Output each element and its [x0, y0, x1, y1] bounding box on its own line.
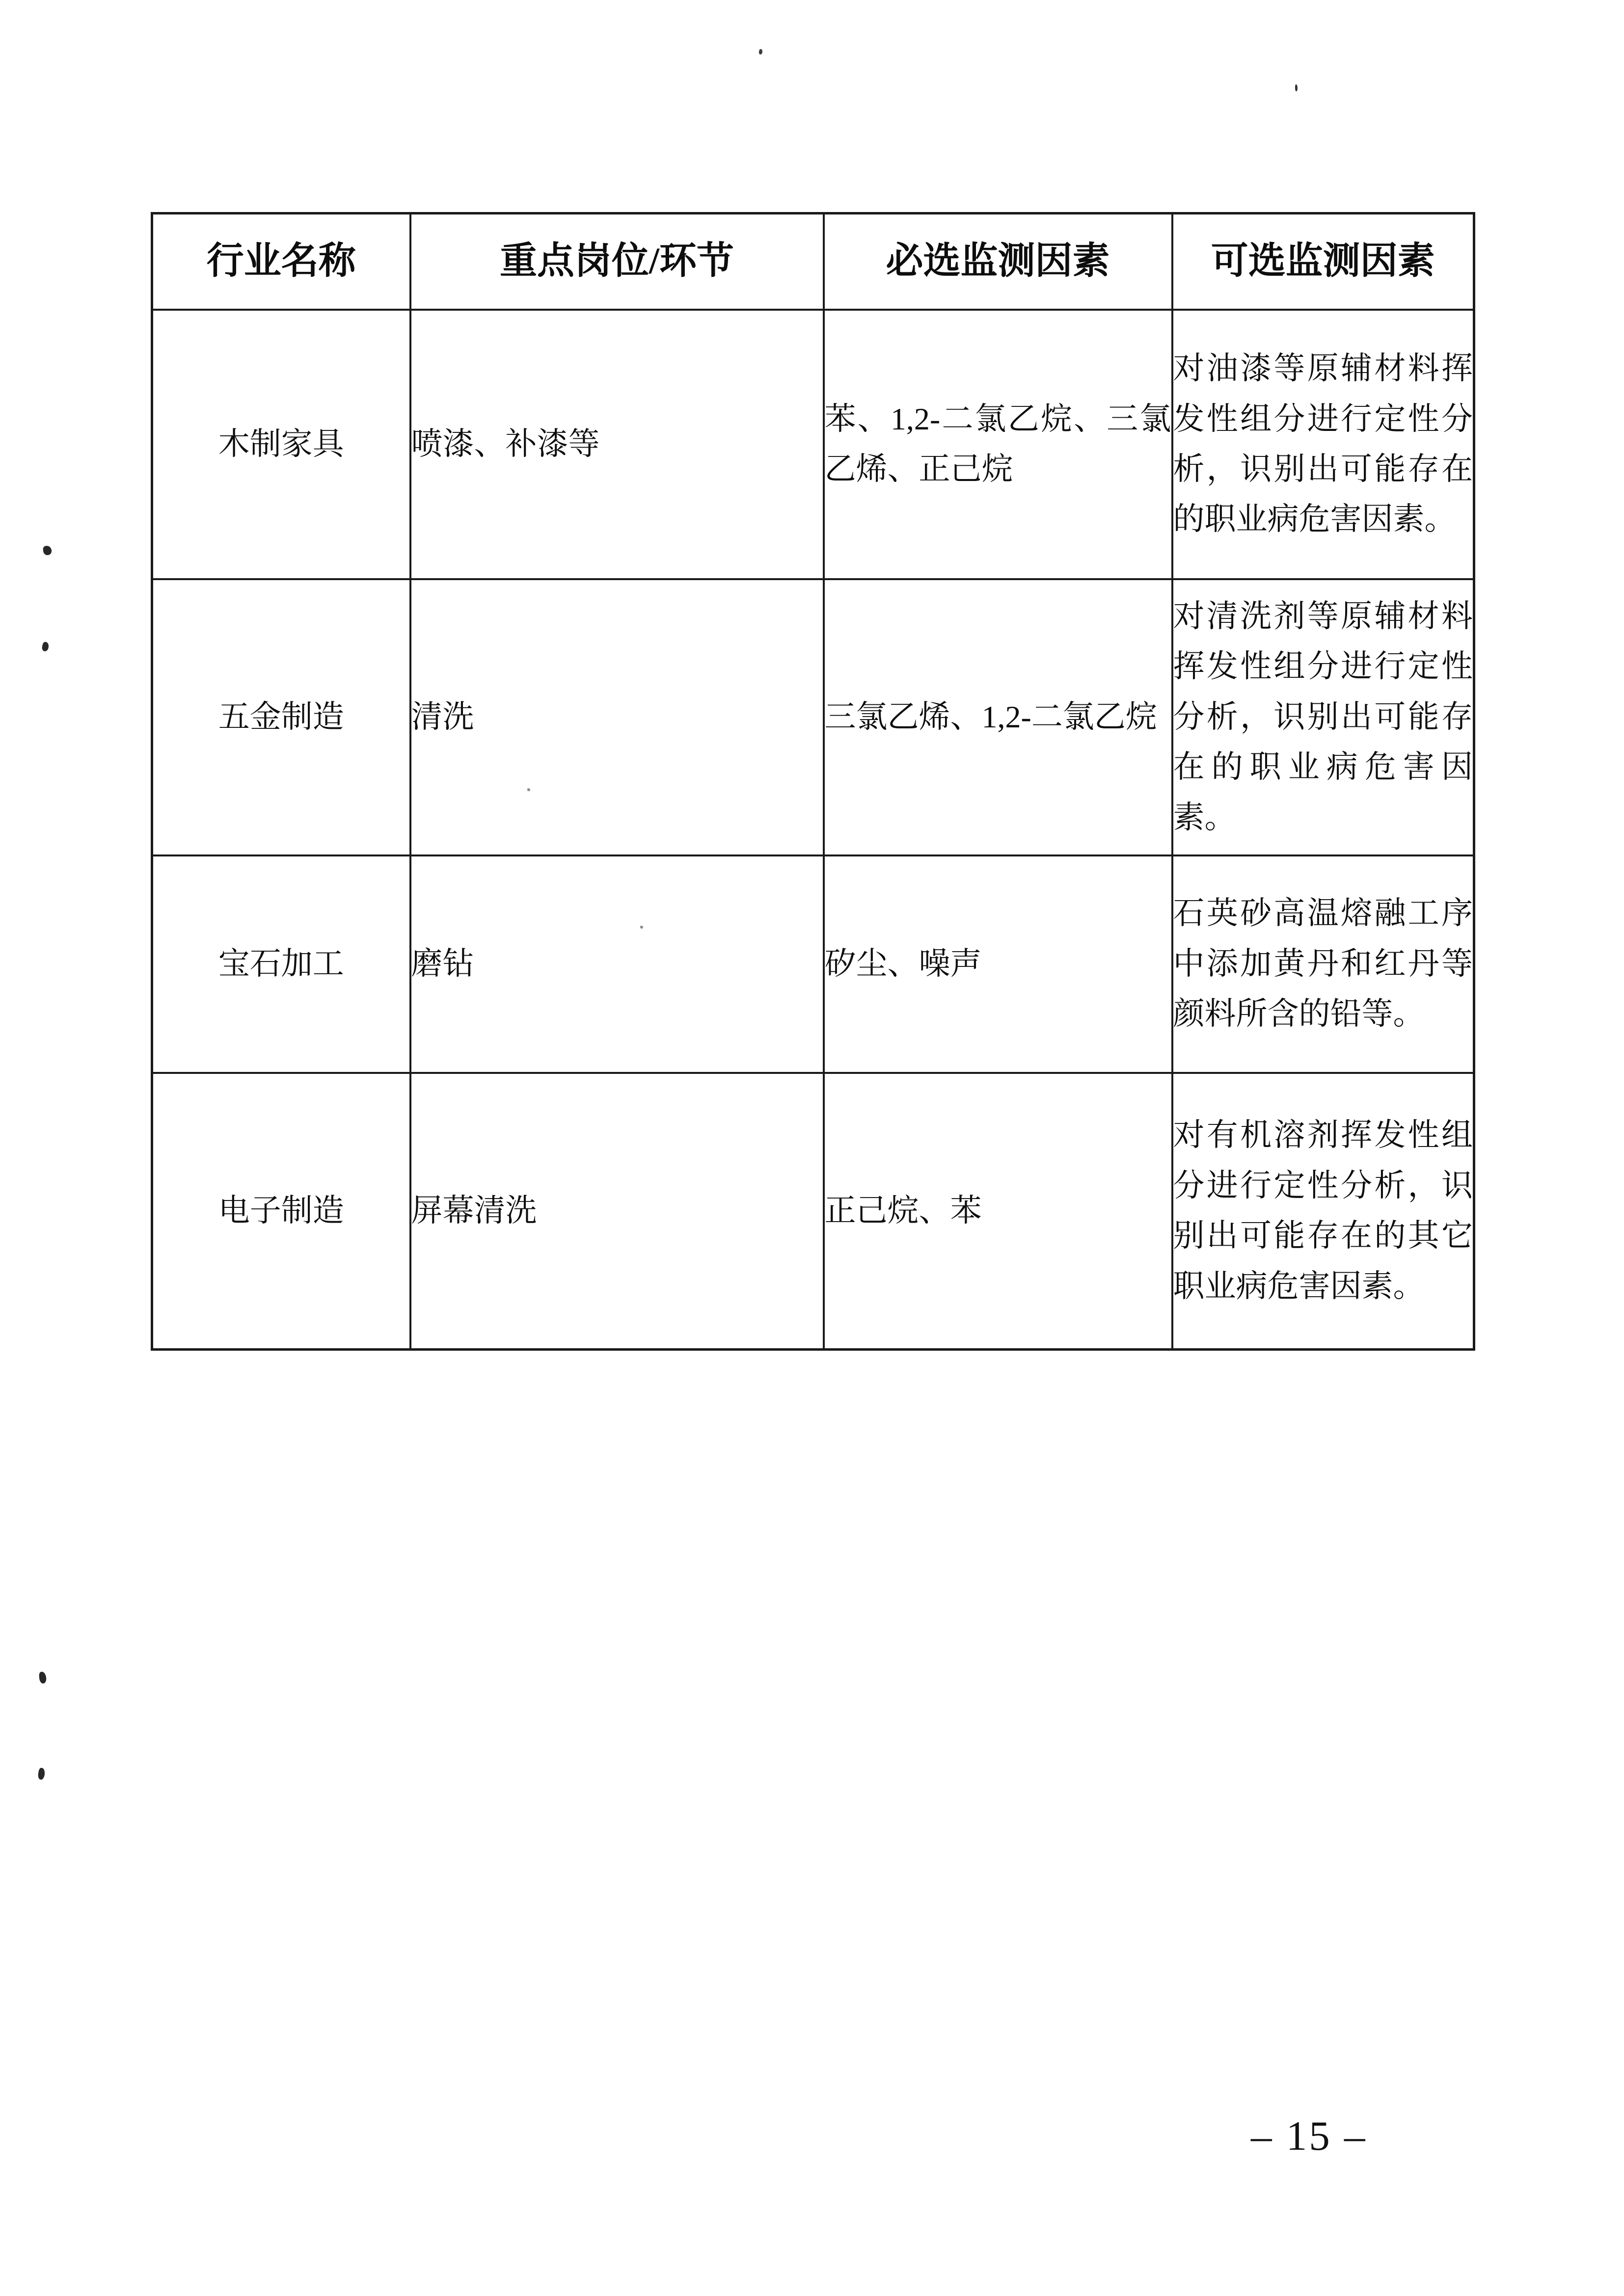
column-header-optional-factors: 可选监测因素	[1172, 214, 1474, 310]
column-header-industry: 行业名称	[152, 214, 410, 310]
table-header-row	[152, 214, 1474, 310]
industry-cell: 木制家具	[152, 310, 410, 579]
ink-speck	[43, 545, 52, 556]
ink-speck	[758, 49, 763, 54]
optional-factors-cell: 石英砂高温熔融工序中添加黄丹和红丹等颜料所含的铅等。	[1172, 855, 1474, 1073]
industry-cell: 电子制造	[152, 1073, 410, 1350]
column-header-required-factors: 必选监测因素	[824, 214, 1172, 310]
required-factors-cell: 正己烷、苯	[824, 1073, 1172, 1350]
ink-speck	[527, 788, 530, 791]
ink-speck	[41, 641, 50, 652]
required-factors-cell: 矽尘、噪声	[824, 855, 1172, 1073]
positions-cell: 喷漆、补漆等	[410, 310, 824, 579]
optional-factors-cell: 对油漆等原辅材料挥发性组分进行定性分析，识别出可能存在的职业病危害因素。	[1172, 310, 1474, 579]
required-factors-cell: 苯、1,2-二氯乙烷、三氯乙烯、正己烷	[824, 310, 1172, 579]
ink-speck	[1295, 84, 1298, 91]
ink-speck	[640, 926, 643, 929]
industry-cell: 五金制造	[152, 579, 410, 855]
positions-cell: 清洗	[410, 579, 824, 855]
monitoring-factors-table	[151, 212, 1475, 1351]
optional-factors-cell: 对清洗剂等原辅材料挥发性组分进行定性分析，识别出可能存在的职业病危害因素。	[1172, 579, 1474, 855]
required-factors-cell: 三氯乙烯、1,2-二氯乙烷	[824, 579, 1172, 855]
table-row	[152, 1073, 1474, 1350]
column-header-positions: 重点岗位/环节	[410, 214, 824, 310]
table-row	[152, 310, 1474, 579]
optional-factors-cell: 对有机溶剂挥发性组分进行定性分析，识别出可能存在的其它职业病危害因素。	[1172, 1073, 1474, 1350]
ink-speck	[39, 1671, 47, 1683]
industry-cell: 宝石加工	[152, 855, 410, 1073]
page-number: – 15 –	[1251, 2113, 1367, 2159]
positions-cell: 磨钻	[410, 855, 824, 1073]
ink-speck	[37, 1767, 45, 1780]
positions-cell: 屏幕清洗	[410, 1073, 824, 1350]
table-row	[152, 579, 1474, 855]
table-row	[152, 855, 1474, 1073]
